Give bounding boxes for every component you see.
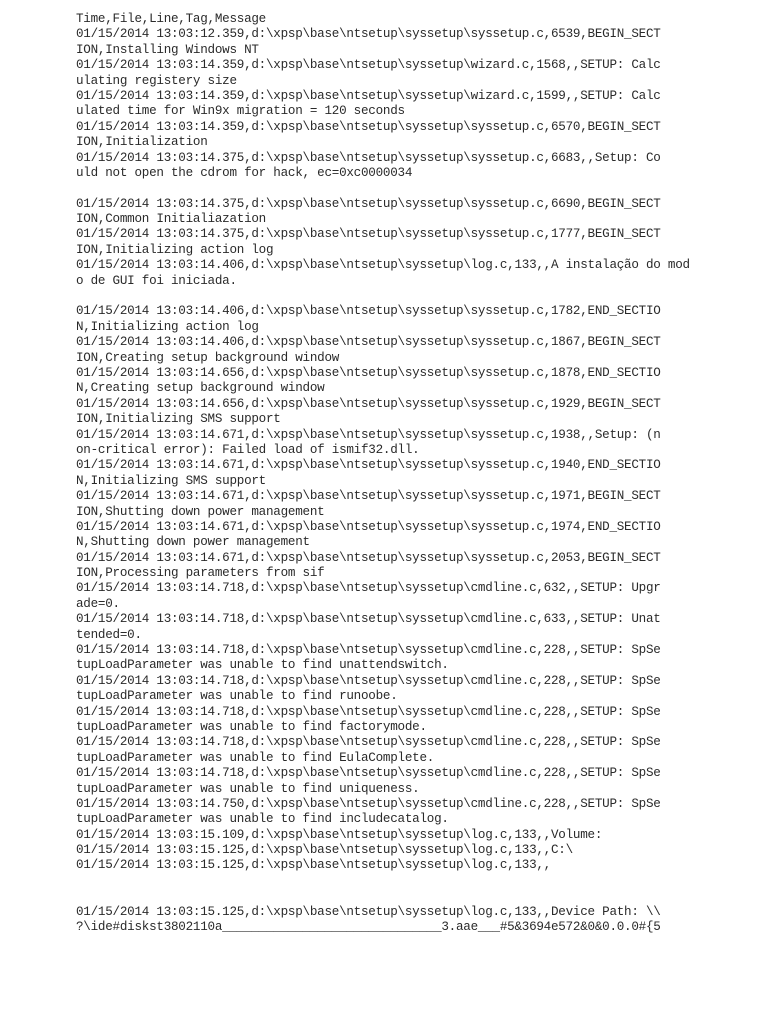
log-line: on-critical error): Failed load of ismif32.dll. — [76, 442, 420, 457]
log-line: ulating registery size — [76, 73, 237, 88]
log-line: ION,Initializing action log — [76, 242, 274, 257]
log-line: 01/15/2014 13:03:14.375,d:\xpsp\base\ntsetup\syssetup\syssetup.c,6683,,Setup: Co — [76, 150, 661, 165]
log-line: ION,Initialization — [76, 135, 208, 150]
log-line: 01/15/2014 13:03:14.718,d:\xpsp\base\ntsetup\syssetup\cmdline.c,632,,SETUP: Upgr — [76, 581, 661, 596]
log-line: 01/15/2014 13:03:14.671,d:\xpsp\base\ntsetup\syssetup\syssetup.c,2053,BEGIN_SECT — [76, 550, 661, 565]
log-line: 01/15/2014 13:03:14.718,d:\xpsp\base\ntsetup\syssetup\cmdline.c,228,,SETUP: SpSe — [76, 704, 661, 719]
log-line — [76, 181, 756, 196]
log-line: ION,Initializing SMS support — [76, 412, 281, 427]
log-line: 01/15/2014 13:03:14.718,d:\xpsp\base\ntsetup\syssetup\cmdline.c,228,,SETUP: SpSe — [76, 643, 661, 658]
log-line: 01/15/2014 13:03:15.109,d:\xpsp\base\ntsetup\syssetup\log.c,133,,Volume: — [76, 827, 603, 842]
log-line: 01/15/2014 13:03:14.671,d:\xpsp\base\ntsetup\syssetup\syssetup.c,1938,,Setup: (n — [76, 427, 661, 442]
log-line: 01/15/2014 13:03:14.750,d:\xpsp\base\ntsetup\syssetup\cmdline.c,228,,SETUP: SpSe — [76, 796, 661, 811]
log-line — [76, 874, 756, 889]
log-line: tended=0. — [76, 627, 142, 642]
log-line — [76, 889, 756, 904]
log-line: 01/15/2014 13:03:14.406,d:\xpsp\base\ntsetup\syssetup\syssetup.c,1867,BEGIN_SECT — [76, 335, 661, 350]
log-line: 01/15/2014 13:03:14.718,d:\xpsp\base\ntsetup\syssetup\cmdline.c,228,,SETUP: SpSe — [76, 673, 661, 688]
log-line: 01/15/2014 13:03:15.125,d:\xpsp\base\ntsetup\syssetup\log.c,133,,C:\ — [76, 843, 573, 858]
log-line: 01/15/2014 13:03:14.359,d:\xpsp\base\ntsetup\syssetup\wizard.c,1599,,SETUP: Calc — [76, 88, 661, 103]
log-line: 01/15/2014 13:03:14.656,d:\xpsp\base\ntsetup\syssetup\syssetup.c,1878,END_SECTIO — [76, 365, 661, 380]
log-line: 01/15/2014 13:03:14.375,d:\xpsp\base\ntsetup\syssetup\syssetup.c,6690,BEGIN_SECT — [76, 196, 661, 211]
log-line: tupLoadParameter was unable to find includecatalog. — [76, 812, 449, 827]
log-line: N,Creating setup background window — [76, 381, 325, 396]
log-line: 01/15/2014 13:03:14.718,d:\xpsp\base\ntsetup\syssetup\cmdline.c,633,,SETUP: Unat — [76, 612, 661, 627]
log-line: tupLoadParameter was unable to find runoobe. — [76, 689, 398, 704]
log-line: N,Initializing SMS support — [76, 473, 266, 488]
log-line: 01/15/2014 13:03:14.359,d:\xpsp\base\ntsetup\syssetup\wizard.c,1568,,SETUP: Calc — [76, 58, 661, 73]
log-line: 01/15/2014 13:03:15.125,d:\xpsp\base\ntsetup\syssetup\log.c,133,, — [76, 858, 551, 873]
log-line: 01/15/2014 13:03:12.359,d:\xpsp\base\ntsetup\syssetup\syssetup.c,6539,BEGIN_SECT — [76, 27, 661, 42]
log-line: o de GUI foi iniciada. — [76, 273, 237, 288]
log-line: tupLoadParameter was unable to find factorymode. — [76, 719, 427, 734]
log-line: tupLoadParameter was unable to find EulaComplete. — [76, 750, 435, 765]
log-line: ION,Shutting down power management — [76, 504, 325, 519]
log-line: N,Shutting down power management — [76, 535, 310, 550]
log-line: 01/15/2014 13:03:14.718,d:\xpsp\base\ntsetup\syssetup\cmdline.c,228,,SETUP: SpSe — [76, 735, 661, 750]
log-line: 01/15/2014 13:03:14.718,d:\xpsp\base\ntsetup\syssetup\cmdline.c,228,,SETUP: SpSe — [76, 766, 661, 781]
log-line: tupLoadParameter was unable to find uniqueness. — [76, 781, 420, 796]
log-header-line: Time,File,Line,Tag,Message — [76, 12, 266, 26]
log-line: ION,Installing Windows NT — [76, 42, 259, 57]
log-line: 01/15/2014 13:03:14.671,d:\xpsp\base\ntsetup\syssetup\syssetup.c,1974,END_SECTIO — [76, 519, 661, 534]
log-line: 01/15/2014 13:03:14.671,d:\xpsp\base\ntsetup\syssetup\syssetup.c,1971,BEGIN_SECT — [76, 489, 661, 504]
log-line: ION,Creating setup background window — [76, 350, 340, 365]
log-line: N,Initializing action log — [76, 319, 259, 334]
log-line: ?\ide#diskst3802110a______________________________3.aae___#5&3694e572&0&0.0.0#{5 — [76, 920, 661, 935]
log-line: 01/15/2014 13:03:14.406,d:\xpsp\base\ntsetup\syssetup\log.c,133,,A instalação do mod — [76, 258, 690, 273]
log-line: uld not open the cdrom for hack, ec=0xc0000034 — [76, 165, 413, 180]
log-line: 01/15/2014 13:03:14.375,d:\xpsp\base\ntsetup\syssetup\syssetup.c,1777,BEGIN_SECT — [76, 227, 661, 242]
log-line — [76, 289, 756, 304]
log-document — [76, 12, 756, 935]
log-line: tupLoadParameter was unable to find unattendswitch. — [76, 658, 449, 673]
log-line: ulated time for Win9x migration = 120 seconds — [76, 104, 405, 119]
log-line: 01/15/2014 13:03:14.406,d:\xpsp\base\ntsetup\syssetup\syssetup.c,1782,END_SECTIO — [76, 304, 661, 319]
log-line: ION,Processing parameters from sif — [76, 566, 325, 581]
log-line: 01/15/2014 13:03:14.359,d:\xpsp\base\ntsetup\syssetup\syssetup.c,6570,BEGIN_SECT — [76, 119, 661, 134]
log-line: 01/15/2014 13:03:14.671,d:\xpsp\base\ntsetup\syssetup\syssetup.c,1940,END_SECTIO — [76, 458, 661, 473]
log-line: ade=0. — [76, 596, 120, 611]
log-line: ION,Common Initialiazation — [76, 212, 266, 227]
log-line: 01/15/2014 13:03:15.125,d:\xpsp\base\ntsetup\syssetup\log.c,133,,Device Path: \\ — [76, 904, 661, 919]
log-line: 01/15/2014 13:03:14.656,d:\xpsp\base\ntsetup\syssetup\syssetup.c,1929,BEGIN_SECT — [76, 396, 661, 411]
